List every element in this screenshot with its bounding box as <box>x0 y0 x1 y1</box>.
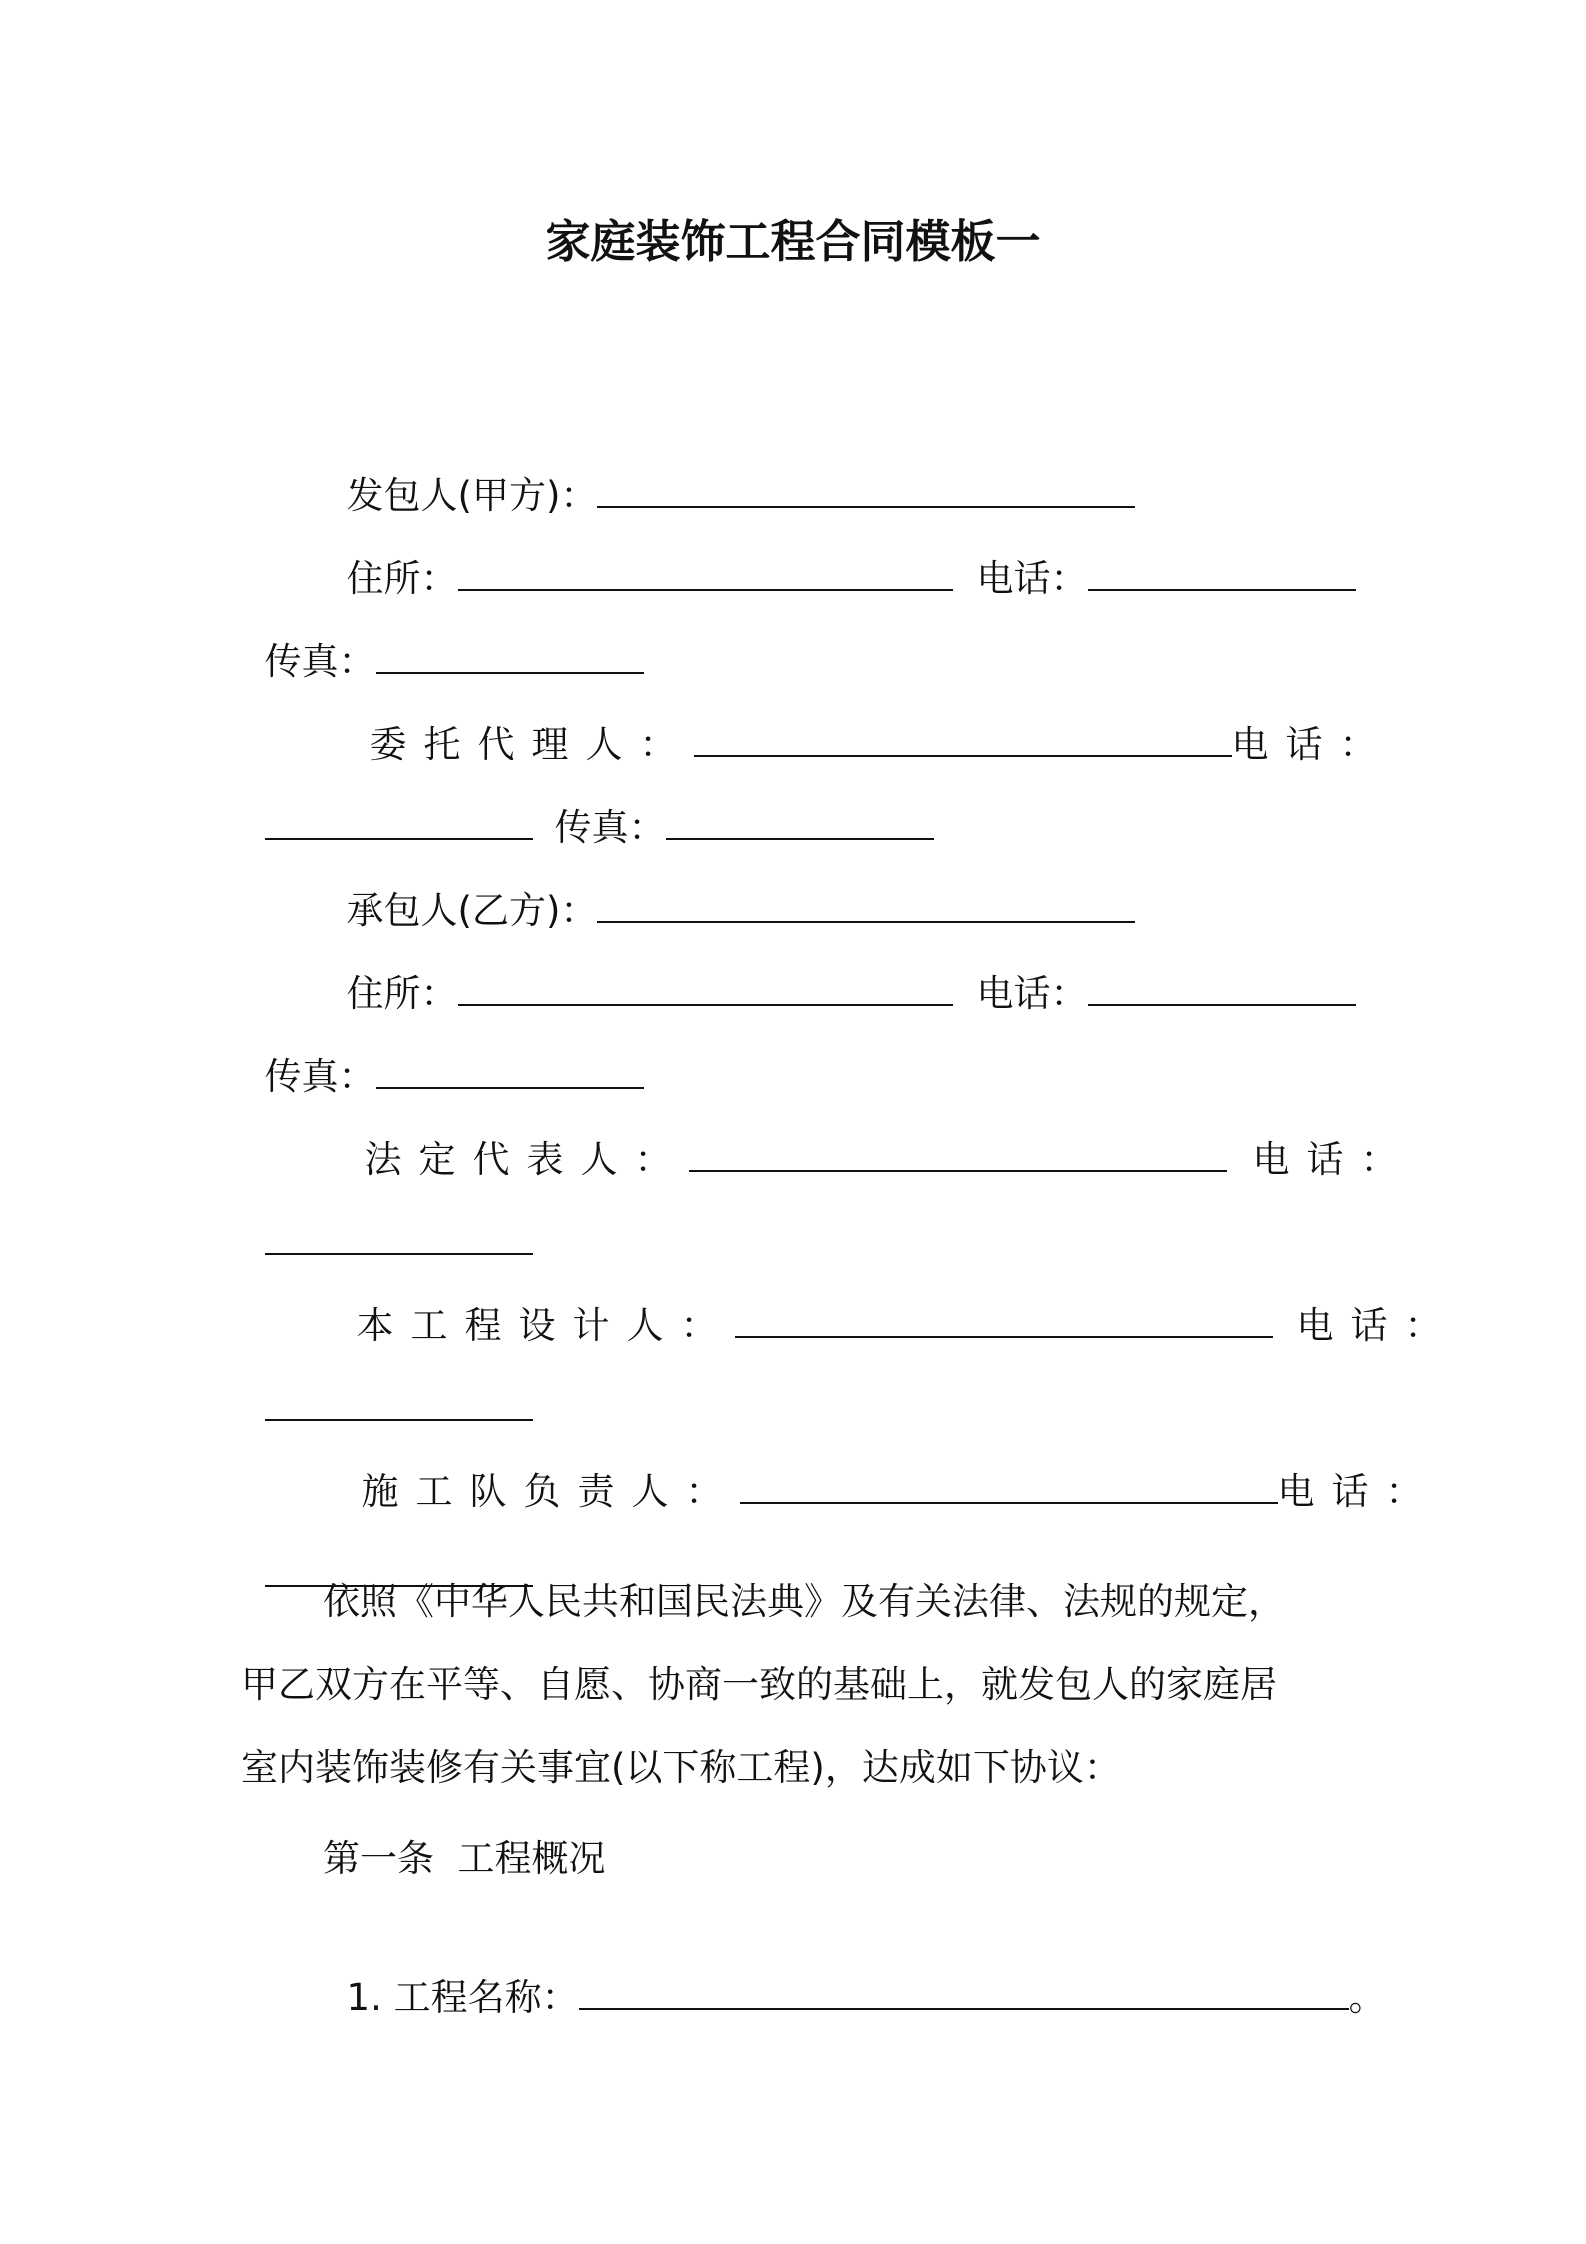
agent-phone-fax-line <box>241 746 934 849</box>
team-lead-phone-label: 电话： <box>1277 1470 1440 1513</box>
legal-rep-phone-label: 电话： <box>1252 1138 1415 1181</box>
legal-rep-label: 法定代表人： <box>364 1138 689 1181</box>
project-name-period: 。 <box>1348 1976 1386 2019</box>
intro-line-2: 甲乙双方在平等、自愿、协商一致的基础上，就发包人的家庭居 <box>241 1663 1277 1706</box>
designer-phone-label: 电话： <box>1296 1304 1459 1347</box>
contractor-fax-line <box>241 995 644 1098</box>
contractor-line <box>323 829 1135 932</box>
designer-label: 本工程设计人： <box>356 1304 735 1347</box>
client-address-label: 住所： <box>346 557 458 600</box>
legal-rep-blank[interactable] <box>689 1130 1227 1172</box>
contractor-fax-label: 传真： <box>264 1055 376 1098</box>
intro-line-1: 依照《中华人民共和国民法典》及有关法律、法规的规定， <box>323 1580 1285 1623</box>
contractor-phone-label: 电话： <box>976 972 1088 1015</box>
article-1-heading: 第一条 工程概况 <box>323 1837 606 1880</box>
project-name-label: 1. 工程名称： <box>346 1976 579 2019</box>
agent-fax-label: 传真： <box>554 806 666 849</box>
client-fax-line <box>241 580 644 683</box>
team-lead-phone-line <box>241 1493 533 1545</box>
agent-label: 委托代理人： <box>369 723 694 766</box>
client-line <box>323 414 1135 517</box>
project-name-blank[interactable] <box>579 1968 1349 2010</box>
team-lead-line <box>338 1410 1440 1513</box>
contractor-label: 承包人(乙方)： <box>346 889 598 932</box>
contractor-address-label: 住所： <box>346 972 458 1015</box>
project-name-line <box>323 1916 1386 2019</box>
client-phone-blank[interactable] <box>1088 549 1356 591</box>
client-fax-label: 传真： <box>264 640 376 683</box>
client-phone-label: 电话： <box>976 557 1088 600</box>
designer-phone-line <box>241 1327 533 1379</box>
contractor-phone-blank[interactable] <box>1088 964 1356 1006</box>
client-address-line <box>323 497 1356 600</box>
agent-phone-label: 电话： <box>1231 723 1394 766</box>
agent-line <box>346 663 1394 766</box>
designer-line <box>333 1244 1459 1347</box>
contractor-address-line <box>323 912 1356 1015</box>
legal-rep-line <box>341 1078 1415 1181</box>
client-label: 发包人(甲方)： <box>346 474 598 517</box>
intro-line-3: 室内装饰装修有关事宜(以下称工程)，达成如下协议： <box>241 1746 1121 1789</box>
legal-rep-phone-line <box>241 1161 533 1213</box>
document-title: 家庭装饰工程合同模板一 <box>545 215 1041 268</box>
team-lead-blank[interactable] <box>740 1462 1278 1504</box>
team-lead-label: 施工队负责人： <box>361 1470 740 1513</box>
designer-blank[interactable] <box>735 1296 1273 1338</box>
